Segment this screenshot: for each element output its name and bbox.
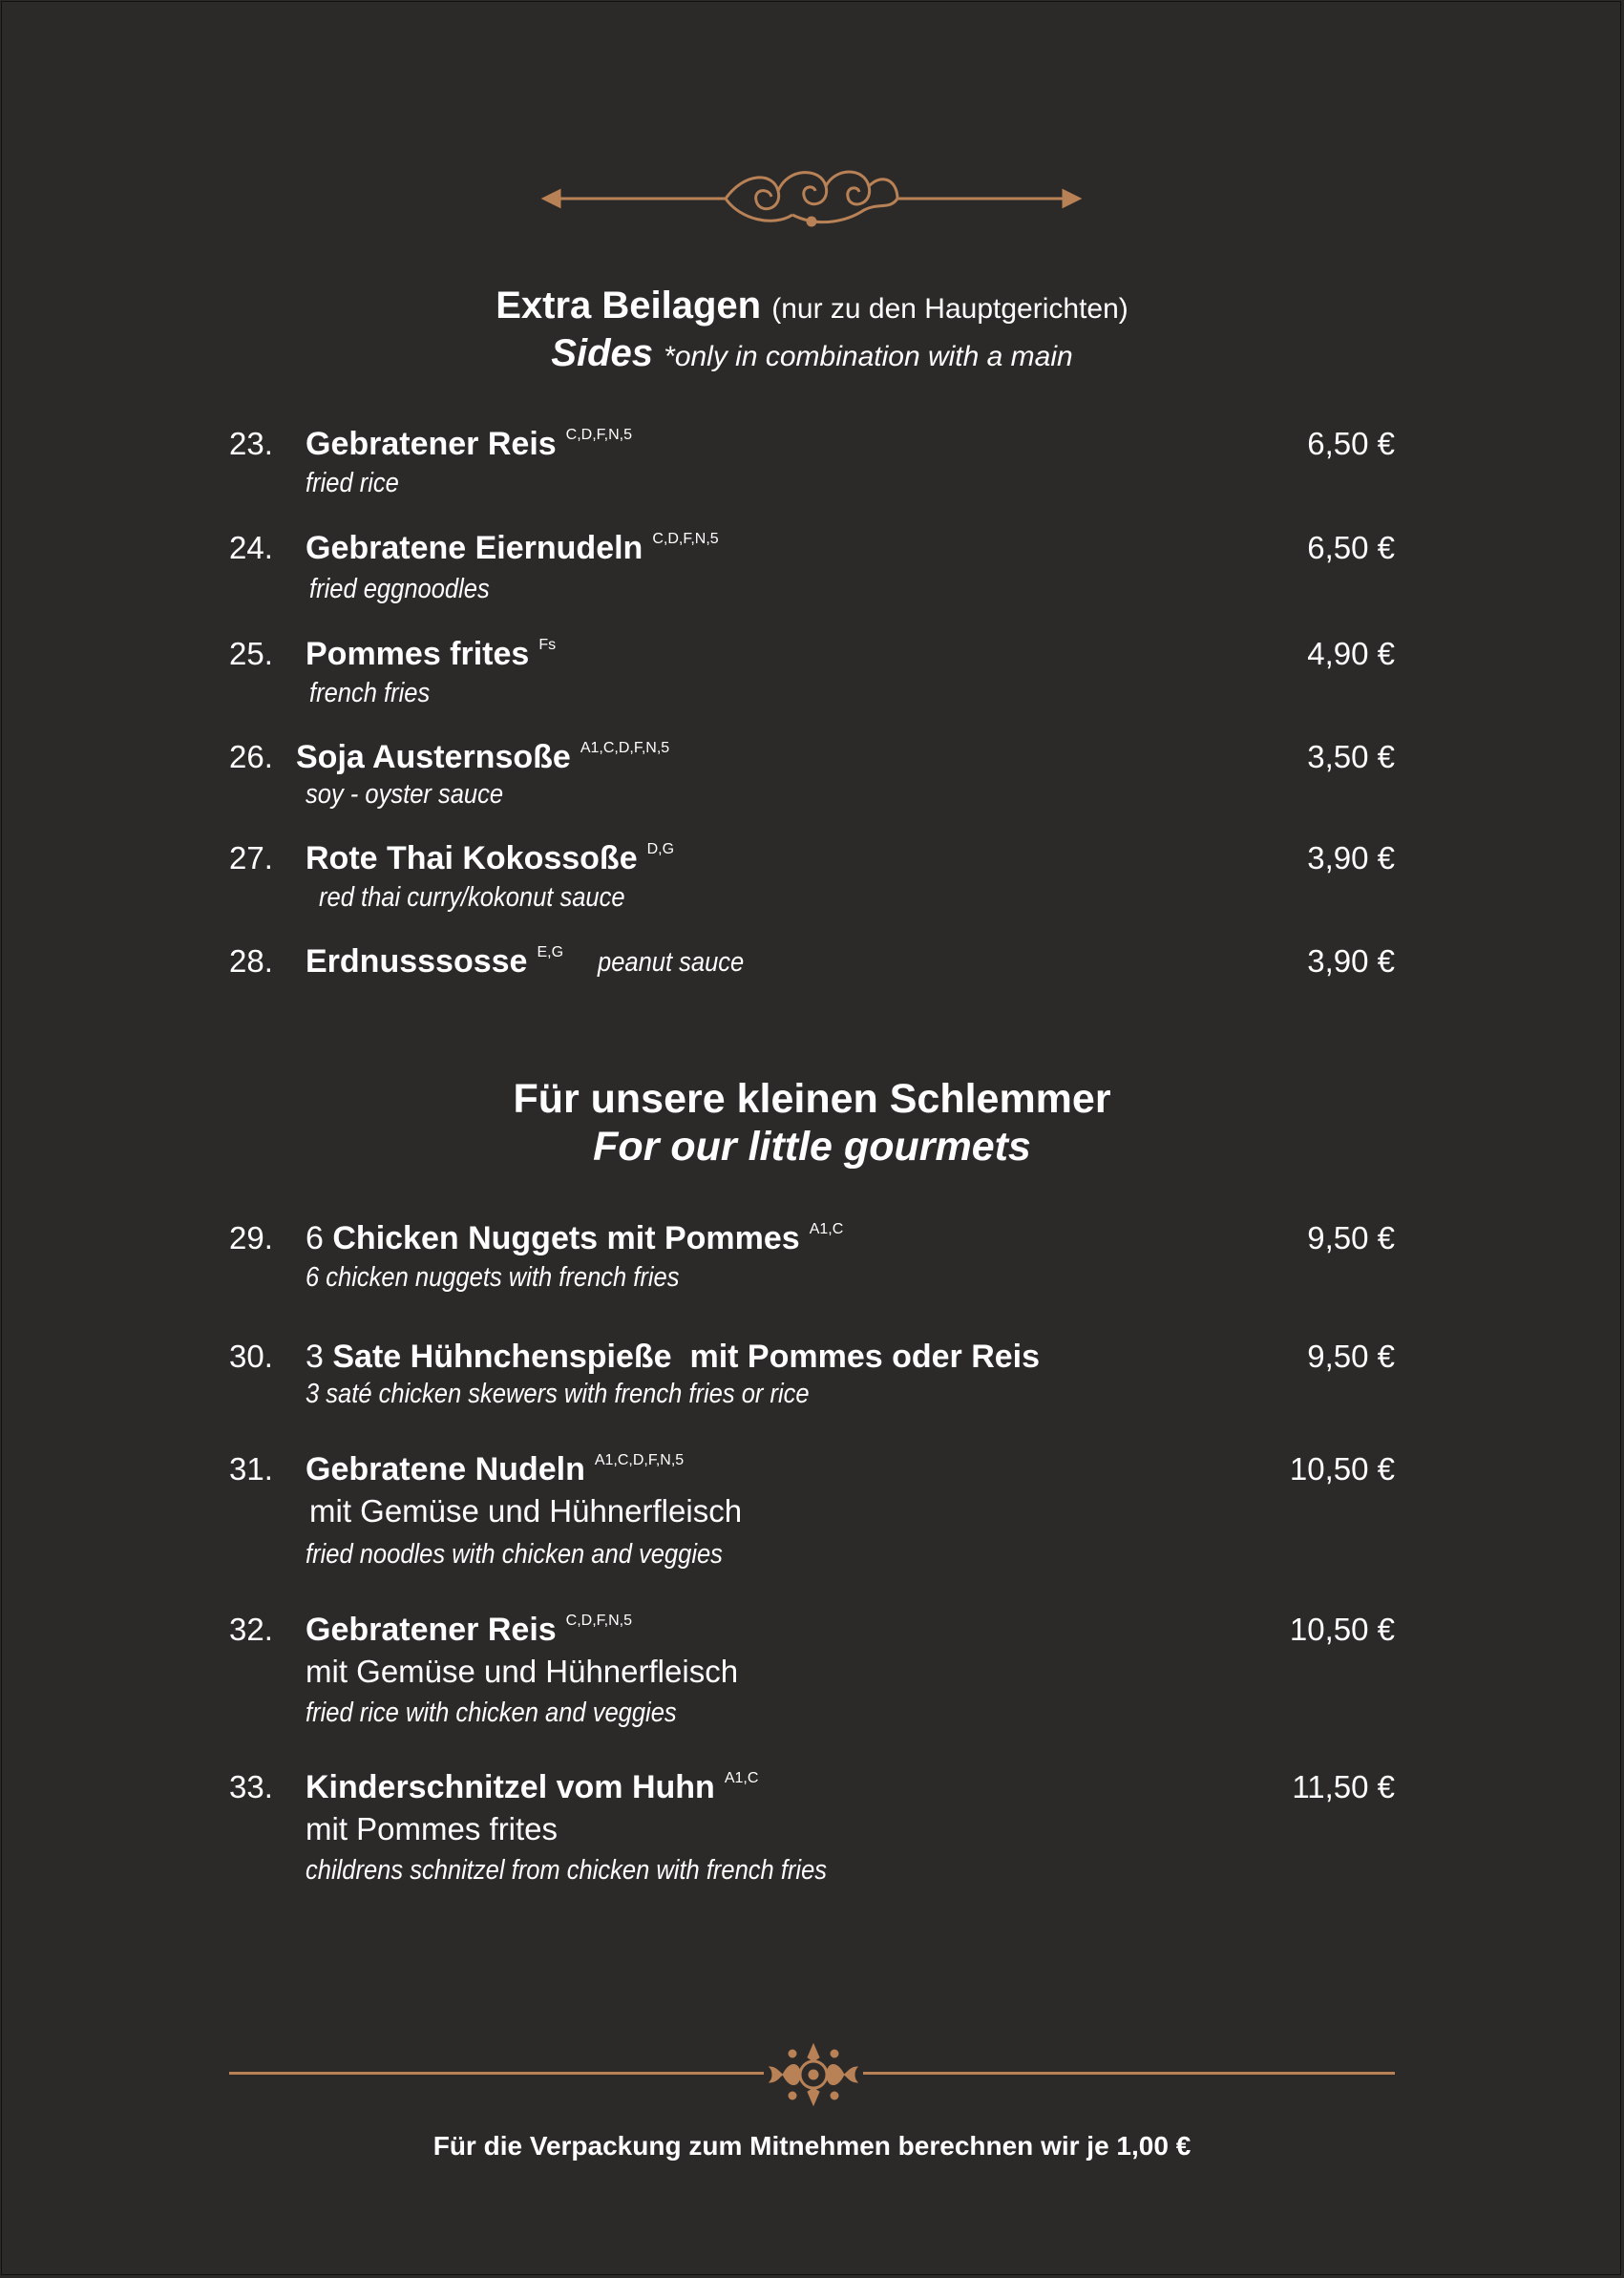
- item-price: 9,50 €: [1307, 1339, 1395, 1374]
- item-translation: fried eggnoodles: [309, 574, 490, 604]
- item-name: Kinderschnitzel vom Huhn: [306, 1769, 715, 1805]
- item-number: 26.: [229, 739, 273, 774]
- allergen-codes: A1,C: [724, 1770, 759, 1786]
- item-name: Gebratene Eiernudeln: [306, 530, 643, 566]
- item-number: 28.: [229, 943, 273, 979]
- crest-ornament-icon: [764, 2038, 863, 2111]
- allergen-codes: C,D,F,N,5: [565, 1613, 633, 1629]
- allergen-codes: A1,C,D,F,N,5: [594, 1452, 685, 1468]
- section-title-note: (nur zu den Hauptgerichten): [771, 293, 1128, 325]
- item-price: 3,90 €: [1307, 840, 1395, 875]
- item-number: 23.: [229, 426, 273, 461]
- item-name: Gebratener Reis: [306, 1612, 557, 1648]
- section-subtitle-en: Sides: [551, 332, 654, 374]
- item-name: Gebratene Nudeln: [306, 1451, 585, 1487]
- item-price: 11,50 €: [1292, 1769, 1395, 1804]
- allergen-codes: E,G: [537, 944, 564, 960]
- section-title: [0, 285, 1624, 327]
- section-subtitle-note: *only in combination with a main: [664, 341, 1073, 372]
- allergen-codes: C,D,F,N,5: [652, 531, 719, 547]
- item-price: 6,50 €: [1307, 530, 1395, 565]
- item-description: mit Pommes frites: [306, 1811, 559, 1846]
- item-number: 31.: [229, 1451, 273, 1487]
- item-name: Chicken Nuggets mit Pommes: [332, 1220, 800, 1256]
- allergen-codes: Fs: [538, 637, 557, 653]
- section-title-de: Extra Beilagen: [496, 285, 762, 327]
- item-price: 6,50 €: [1307, 426, 1395, 461]
- item-number: 25.: [229, 636, 273, 671]
- item-number: 27.: [229, 840, 273, 875]
- divider-right: [863, 2072, 1395, 2075]
- item-number: 32.: [229, 1612, 273, 1647]
- item-translation: french fries: [309, 678, 431, 708]
- allergen-codes: C,D,F,N,5: [565, 427, 633, 443]
- allergen-codes: A1,C,D,F,N,5: [580, 740, 670, 756]
- item-quantity: 3: [306, 1339, 324, 1375]
- item-number: 33.: [229, 1769, 273, 1804]
- item-translation: peanut sauce: [598, 947, 745, 978]
- section-subtitle: For our little gourmets: [593, 1124, 1031, 1170]
- item-translation: childrens schnitzel from chicken with french fries: [306, 1855, 828, 1886]
- item-name: Soja Austernsoße: [296, 739, 571, 775]
- item-name: Rote Thai Kokossoße: [306, 840, 638, 876]
- item-description: mit Gemüse und Hühnerfleisch: [306, 1654, 739, 1689]
- divider-left: [229, 2072, 764, 2075]
- item-translation: red thai curry/kokonut sauce: [319, 882, 625, 913]
- item-price: 3,90 €: [1307, 943, 1395, 979]
- item-price: 10,50 €: [1289, 1612, 1395, 1647]
- packaging-fee-note: Für die Verpackung zum Mitnehmen berechnen wir je 1,00 €: [432, 2131, 1192, 2161]
- item-price: 10,50 €: [1289, 1451, 1395, 1487]
- item-number: 30.: [229, 1339, 273, 1374]
- item-name: Pommes frites: [306, 636, 530, 672]
- item-translation: 6 chicken nuggets with french fries: [306, 1262, 680, 1293]
- allergen-codes: A1,C: [809, 1221, 844, 1237]
- item-number: 29.: [229, 1220, 273, 1255]
- item-number: 24.: [229, 530, 273, 565]
- item-price: 3,50 €: [1307, 739, 1395, 774]
- flourish-ornament-icon: [535, 162, 1088, 239]
- item-description: mit Gemüse und Hühnerfleisch: [309, 1493, 743, 1529]
- item-translation: fried rice with chicken and veggies: [306, 1698, 677, 1728]
- item-quantity: 6: [306, 1220, 324, 1256]
- section-subtitle: [0, 332, 1624, 375]
- item-translation: fried noodles with chicken and veggies: [306, 1539, 723, 1570]
- item-name: Gebratener Reis: [306, 426, 557, 462]
- allergen-codes: D,G: [646, 841, 675, 857]
- item-translation: 3 saté chicken skewers with french fries or rice: [306, 1379, 810, 1409]
- item-name: Erdnusssosse: [306, 943, 528, 980]
- item-translation: soy - oyster sauce: [306, 779, 504, 810]
- item-name: Sate Hühnchenspieße mit Pommes oder Reis: [332, 1339, 1041, 1375]
- item-translation: fried rice: [306, 468, 399, 498]
- section-title: Für unsere kleinen Schlemmer: [513, 1076, 1111, 1122]
- item-price: 9,50 €: [1307, 1220, 1395, 1255]
- item-price: 4,90 €: [1307, 636, 1395, 671]
